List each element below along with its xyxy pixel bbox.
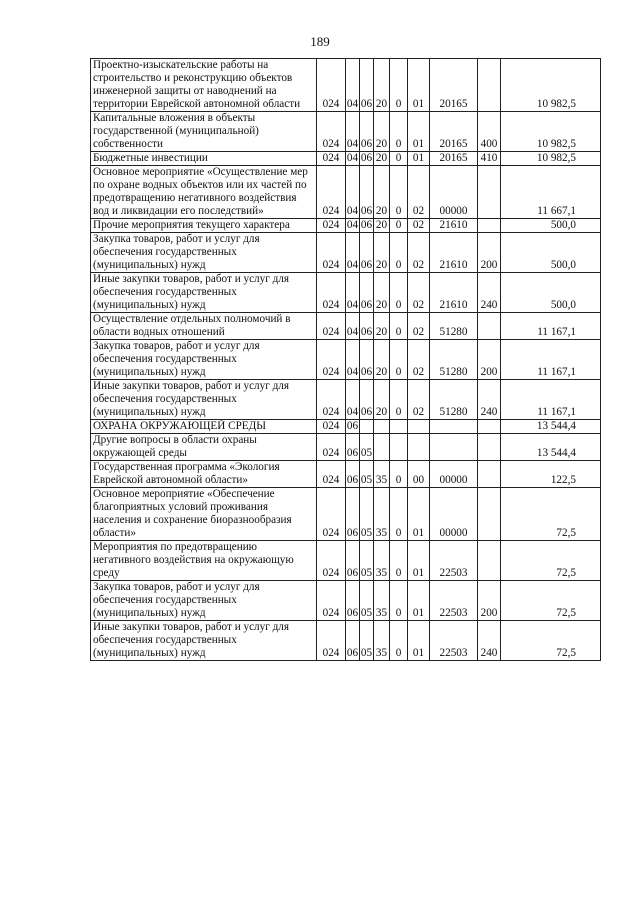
table-row (91, 112, 601, 152)
amount-cell: 10 982,5 (501, 152, 601, 166)
row-name-cell: ОХРАНА ОКРУЖАЮЩЕЙ СРЕДЫ (91, 420, 317, 434)
direction-code-cell: 20165 (430, 59, 478, 112)
subprogram-code-cell: 0 (390, 112, 408, 152)
row-name-cell: Капитальные вложения в объекты государственной (муниципальной) собственности (91, 112, 317, 152)
activity-code-cell: 01 (408, 152, 430, 166)
subprogram-code-cell: 0 (390, 313, 408, 340)
program-code-cell: 20 (374, 166, 390, 219)
row-name-cell: Закупка товаров, работ и услуг для обеспечения государственных (муниципальных) нужд (91, 340, 317, 380)
program-code-cell: 35 (374, 461, 390, 488)
row-name-cell: Прочие мероприятия текущего характера (91, 219, 317, 233)
section-code-cell: 06 (346, 461, 360, 488)
subprogram-code-cell: 0 (390, 581, 408, 621)
amount-cell: 122,5 (501, 461, 601, 488)
activity-code-cell: 02 (408, 219, 430, 233)
program-code-cell: 35 (374, 621, 390, 661)
ministry-code-cell: 024 (317, 273, 346, 313)
subprogram-code-cell: 0 (390, 621, 408, 661)
subprogram-code-cell: 0 (390, 152, 408, 166)
row-name-cell: Основное мероприятие «Обеспечение благоприятных условий проживания населения и сохранение биоразнообразия области» (91, 488, 317, 541)
activity-code-cell: 00 (408, 461, 430, 488)
table-row (91, 581, 601, 621)
program-code-cell (374, 420, 390, 434)
subsection-code-cell: 05 (360, 621, 374, 661)
section-code-cell: 04 (346, 219, 359, 231)
ministry-code-cell: 024 (317, 380, 346, 420)
table-row (91, 219, 601, 233)
budget-table (90, 58, 601, 661)
direction-code-cell: 22503 (430, 541, 478, 581)
direction-code-cell: 51280 (430, 340, 478, 380)
ministry-code-cell: 024 (317, 434, 346, 461)
ministry-code-cell: 024 (317, 59, 346, 112)
subsection-code-cell: 06 (360, 380, 374, 420)
subsection-code-cell: 06 (360, 59, 374, 112)
activity-code-cell: 01 (408, 112, 430, 152)
direction-code-cell: 00000 (430, 488, 478, 541)
direction-code-cell: 21610 (430, 219, 478, 233)
subsection-code-cell: 06 (360, 166, 374, 219)
amount-cell: 10 982,5 (501, 59, 601, 112)
ministry-code-cell: 024 (317, 313, 346, 340)
amount-cell: 72,5 (501, 621, 601, 661)
direction-code-cell: 51280 (430, 313, 478, 340)
row-name-cell: Государственная программа «Экология Еврейской автономной области» (91, 461, 317, 488)
table-row (91, 152, 601, 166)
amount-cell: 500,0 (501, 273, 601, 313)
table-body (91, 59, 601, 661)
amount-cell: 11 167,1 (501, 313, 601, 340)
amount-cell: 72,5 (501, 488, 601, 541)
expense-type-cell: 240 (478, 621, 501, 661)
section-code-cell: 04 (346, 273, 360, 313)
subprogram-code-cell: 0 (390, 219, 408, 233)
page-number: 189 (310, 34, 330, 49)
table-row (91, 166, 601, 219)
ministry-code-cell: 024 (317, 420, 346, 434)
direction-code-cell: 20165 (430, 112, 478, 152)
ministry-code-cell: 024 (317, 166, 346, 219)
expense-type-cell (478, 219, 501, 233)
ministry-code-cell: 024 (317, 621, 346, 661)
expense-type-cell: 240 (478, 273, 501, 313)
section-code-cell: 04 (346, 112, 360, 152)
expense-type-cell (478, 461, 501, 488)
subprogram-code-cell: 0 (390, 273, 408, 313)
program-code-cell: 20 (374, 112, 390, 152)
activity-code-cell: 01 (408, 621, 430, 661)
expense-type-cell: 200 (478, 233, 501, 273)
expense-type-cell (478, 541, 501, 581)
row-name-cell: Мероприятия по предотвращению негативного воздействия на окружающую среду (91, 541, 317, 581)
amount-cell: 500,0 (501, 219, 601, 233)
row-name-cell: Иные закупки товаров, работ и услуг для обеспечения государственных (муниципальных) нужд (91, 621, 317, 661)
section-code-cell: 04 (346, 152, 359, 164)
program-code-cell: 20 (374, 59, 390, 112)
activity-code-cell: 02 (408, 340, 430, 380)
amount-cell: 11 667,1 (501, 166, 601, 219)
program-code-cell: 35 (374, 541, 390, 581)
subsection-code-cell: 06 (360, 112, 374, 152)
ministry-code-cell: 024 (317, 219, 346, 233)
expense-type-cell (478, 420, 501, 434)
ministry-code-cell: 024 (317, 152, 346, 166)
direction-code-cell: 00000 (430, 461, 478, 488)
section-code-cell: 04 (346, 59, 360, 112)
table-row (91, 461, 601, 488)
subsection-code-cell: 05 (360, 488, 374, 541)
expense-type-cell (478, 59, 501, 112)
ministry-code-cell: 024 (317, 541, 346, 581)
program-code-cell: 35 (374, 581, 390, 621)
table-row (91, 434, 601, 461)
subsection-code-cell: 06 (360, 273, 374, 313)
subprogram-code-cell: 0 (390, 166, 408, 219)
subsection-code-cell: 06 (360, 340, 374, 380)
program-code-cell: 20 (374, 340, 390, 380)
table-row (91, 313, 601, 340)
section-code-cell: 06 (346, 420, 359, 432)
subsection-code-cell: 06 (360, 219, 373, 231)
amount-cell: 72,5 (501, 581, 601, 621)
program-code-cell: 20 (374, 233, 390, 273)
table-row (91, 488, 601, 541)
activity-code-cell (408, 420, 430, 434)
table-row (91, 340, 601, 380)
expense-type-cell (478, 313, 501, 340)
subprogram-code-cell: 0 (390, 340, 408, 380)
amount-cell: 13 544,4 (501, 420, 601, 434)
expense-type-cell: 410 (478, 152, 501, 166)
subprogram-code-cell: 0 (390, 488, 408, 541)
direction-code-cell: 22503 (430, 621, 478, 661)
subsection-code-cell: 06 (360, 233, 374, 273)
activity-code-cell: 01 (408, 59, 430, 112)
activity-code-cell: 02 (408, 233, 430, 273)
subsection-code-cell: 05 (360, 461, 374, 488)
subprogram-code-cell (390, 420, 408, 434)
row-name-cell: Иные закупки товаров, работ и услуг для обеспечения государственных (муниципальных) нужд (91, 380, 317, 420)
direction-code-cell: 00000 (430, 166, 478, 219)
table-row (91, 233, 601, 273)
row-name-cell: Проектно-изыскательские работы на строительство и реконструкцию объектов инженерной защиты от наводнений на территории Еврейской автономной области (91, 59, 317, 112)
amount-cell: 13 544,4 (501, 434, 601, 461)
table-row (91, 380, 601, 420)
table-row (91, 420, 601, 434)
activity-code-cell: 02 (408, 313, 430, 340)
section-code-cell: 06 (346, 488, 360, 541)
row-name-cell: Основное мероприятие «Осуществление мер по охране водных объектов или их частей по предотвращению негативного воздействия вод и ликвидации его последствий» (91, 166, 317, 219)
program-code-cell (374, 434, 390, 461)
section-code-cell: 04 (346, 380, 360, 420)
section-code-cell: 04 (346, 166, 360, 219)
subsection-code-cell: 05 (360, 434, 374, 461)
activity-code-cell: 01 (408, 488, 430, 541)
amount-cell: 72,5 (501, 541, 601, 581)
section-code-cell: 06 (346, 434, 360, 461)
activity-code-cell: 02 (408, 273, 430, 313)
ministry-code-cell: 024 (317, 581, 346, 621)
subsection-code-cell (360, 420, 374, 434)
section-code-cell: 06 (346, 581, 360, 621)
program-code-cell: 20 (374, 273, 390, 313)
activity-code-cell (408, 434, 430, 461)
direction-code-cell: 20165 (430, 152, 478, 166)
row-name-cell: Осуществление отдельных полномочий в области водных отношений (91, 313, 317, 340)
table-row (91, 541, 601, 581)
expense-type-cell (478, 434, 501, 461)
ministry-code-cell: 024 (317, 340, 346, 380)
amount-cell: 500,0 (501, 233, 601, 273)
direction-code-cell (430, 420, 478, 434)
row-name-cell: Закупка товаров, работ и услуг для обеспечения государственных (муниципальных) нужд (91, 581, 317, 621)
section-code-cell: 06 (346, 541, 360, 581)
section-code-cell: 04 (346, 340, 360, 380)
row-name-cell: Другие вопросы в области охраны окружающей среды (91, 434, 317, 461)
activity-code-cell: 02 (408, 380, 430, 420)
ministry-code-cell: 024 (317, 233, 346, 273)
ministry-code-cell: 024 (317, 112, 346, 152)
row-name-cell: Бюджетные инвестиции (91, 152, 317, 166)
amount-cell: 11 167,1 (501, 340, 601, 380)
program-code-cell: 20 (374, 219, 390, 233)
expense-type-cell (478, 488, 501, 541)
activity-code-cell: 02 (408, 166, 430, 219)
amount-cell: 10 982,5 (501, 112, 601, 152)
direction-code-cell: 21610 (430, 233, 478, 273)
direction-code-cell: 22503 (430, 581, 478, 621)
section-code-cell: 04 (346, 233, 360, 273)
table-row (91, 59, 601, 112)
row-name-cell: Иные закупки товаров, работ и услуг для обеспечения государственных (муниципальных) нужд (91, 273, 317, 313)
subprogram-code-cell: 0 (390, 380, 408, 420)
subprogram-code-cell: 0 (390, 233, 408, 273)
program-code-cell: 20 (374, 152, 390, 166)
ministry-code-cell: 024 (317, 488, 346, 541)
subprogram-code-cell (390, 434, 408, 461)
program-code-cell: 20 (374, 313, 390, 340)
activity-code-cell: 01 (408, 581, 430, 621)
direction-code-cell (430, 434, 478, 461)
table-row (91, 273, 601, 313)
expense-type-cell: 200 (478, 340, 501, 380)
subsection-code-cell: 05 (360, 581, 374, 621)
subprogram-code-cell: 0 (390, 541, 408, 581)
activity-code-cell: 01 (408, 541, 430, 581)
direction-code-cell: 51280 (430, 380, 478, 420)
expense-type-cell: 400 (478, 112, 501, 152)
table-row (91, 621, 601, 661)
ministry-code-cell: 024 (317, 461, 346, 488)
subsection-code-cell: 06 (360, 313, 374, 340)
direction-code-cell: 21610 (430, 273, 478, 313)
subprogram-code-cell: 0 (390, 59, 408, 112)
expense-type-cell: 240 (478, 380, 501, 420)
subsection-code-cell: 06 (360, 152, 373, 164)
subsection-code-cell: 05 (360, 541, 374, 581)
program-code-cell: 35 (374, 488, 390, 541)
row-name-cell: Закупка товаров, работ и услуг для обеспечения государственных (муниципальных) нужд (91, 233, 317, 273)
section-code-cell: 04 (346, 313, 360, 340)
section-code-cell: 06 (346, 621, 360, 661)
expense-type-cell: 200 (478, 581, 501, 621)
amount-cell: 11 167,1 (501, 380, 601, 420)
expense-type-cell (478, 166, 501, 219)
subprogram-code-cell: 0 (390, 461, 408, 488)
program-code-cell: 20 (374, 380, 390, 420)
